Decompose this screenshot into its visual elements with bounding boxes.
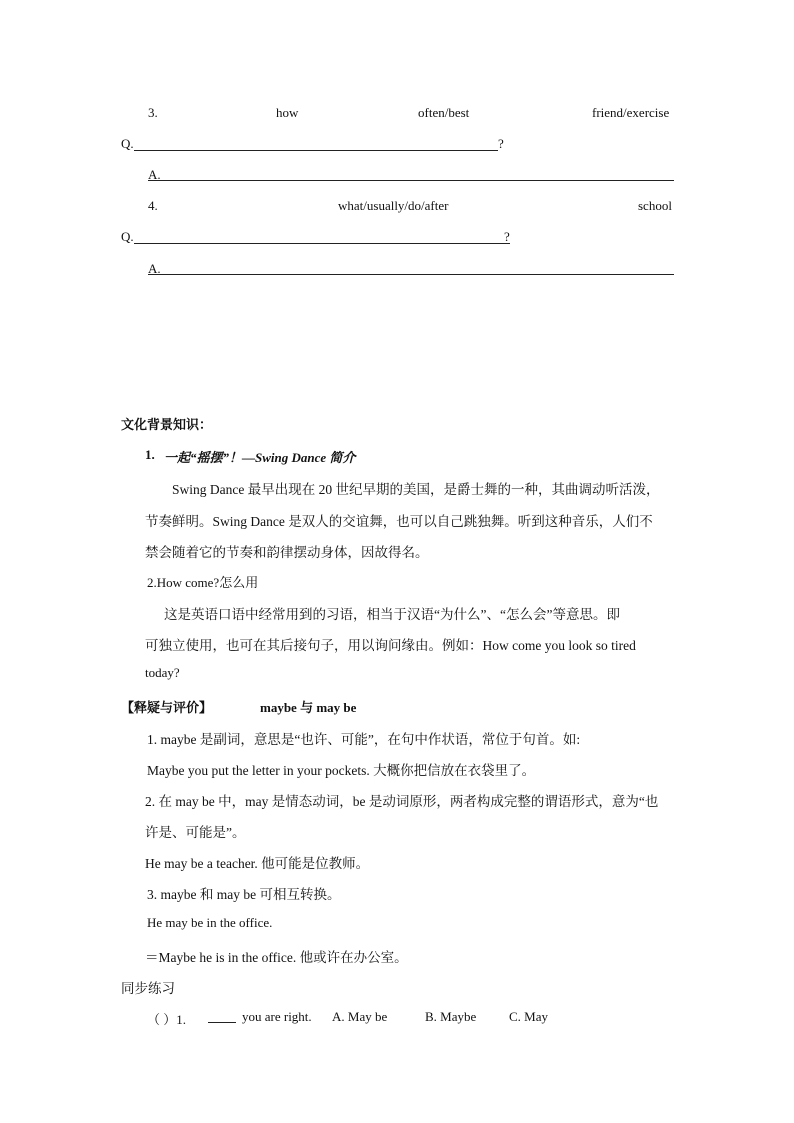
q3-word-how: how	[276, 105, 299, 120]
practice-heading: 同步练习	[121, 981, 175, 996]
q4-word-what: what/usually/do/after	[338, 198, 449, 213]
culture-item1-title: 一起“摇摆”！—Swing Dance 简介	[164, 450, 356, 465]
q3-question-blank[interactable]	[134, 150, 498, 151]
q3-number: 3.	[148, 105, 158, 120]
explain-point3: 3. maybe 和 may be 可相互转换。	[147, 887, 341, 902]
practice-q1-option-a: A. May be	[332, 1009, 388, 1024]
explain-point3-example1: He may be in the office.	[147, 915, 273, 930]
q4-answer-label: A.	[148, 261, 161, 276]
q4-question-label: Q.	[121, 229, 134, 244]
q3-word-friend: friend/exercise	[592, 105, 670, 120]
practice-q1-text: you are right.	[242, 1009, 312, 1024]
explain-topic: maybe 与 may be	[260, 700, 357, 715]
q4-question-blank[interactable]	[134, 243, 510, 244]
explain-point1: 1. maybe 是副词，意思是“也许、可能”，在句中作状语，常位于句首。如:	[147, 732, 581, 747]
q3-question-label: Q.	[121, 136, 134, 151]
q3-answer-blank[interactable]	[148, 180, 674, 181]
q4-question-mark: ?	[504, 229, 510, 244]
culture-heading: 文化背景知识：	[121, 418, 213, 433]
culture-item2-line2: 可独立使用，也可在其后接句子，用以询问缘由。例如：How come you look so tired	[145, 638, 636, 653]
culture-item1-line3: 禁会随着它的节奏和韵律摆动身体，因故得名。	[145, 545, 429, 560]
explain-heading: 【释疑与评价】	[121, 700, 213, 715]
practice-q1-option-b: B. Maybe	[425, 1009, 477, 1024]
q3-question-mark: ?	[498, 136, 504, 151]
explain-point2-line2: 许是、可能是”。	[145, 825, 246, 840]
q3-answer-label: A.	[148, 167, 161, 182]
q4-number: 4.	[148, 198, 158, 213]
q4-word-school: school	[638, 198, 672, 213]
q4-answer-blank[interactable]	[148, 274, 674, 275]
culture-item1-line1: Swing Dance 最早出现在 20 世纪早期的美国，是爵士舞的一种，其曲调动听活泼，	[172, 482, 660, 497]
practice-q1-paren: （ ）1.	[147, 1012, 187, 1027]
explain-point2-example: He may be a teacher. 他可能是位教师。	[145, 856, 370, 871]
explain-point1-example: Maybe you put the letter in your pockets. 大概你把信放在衣袋里了。	[147, 763, 536, 778]
explain-point2-line1: 2. 在 may be 中，may 是情态动词，be 是动词原形，两者构成完整的谓语形式，意为“也	[145, 794, 659, 809]
culture-item2-title: 2.How come?怎么用	[147, 575, 259, 590]
practice-q1-option-c: C. May	[509, 1009, 548, 1024]
culture-item1-number: 1.	[145, 447, 155, 462]
culture-item1-line2: 节奏鲜明。Swing Dance 是双人的交谊舞，也可以自己跳独舞。听到这种音乐，人们不	[145, 514, 653, 529]
practice-q1-blank[interactable]	[208, 1022, 236, 1023]
culture-item2-line3: today?	[145, 665, 180, 680]
explain-point3-example2: ＝Maybe he is in the office. 他或许在办公室。	[145, 950, 408, 965]
q3-word-often: often/best	[418, 105, 470, 120]
culture-item2-line1: 这是英语口语中经常用到的习语，相当于汉语“为什么”、“怎么会”等意思。即	[164, 607, 620, 622]
